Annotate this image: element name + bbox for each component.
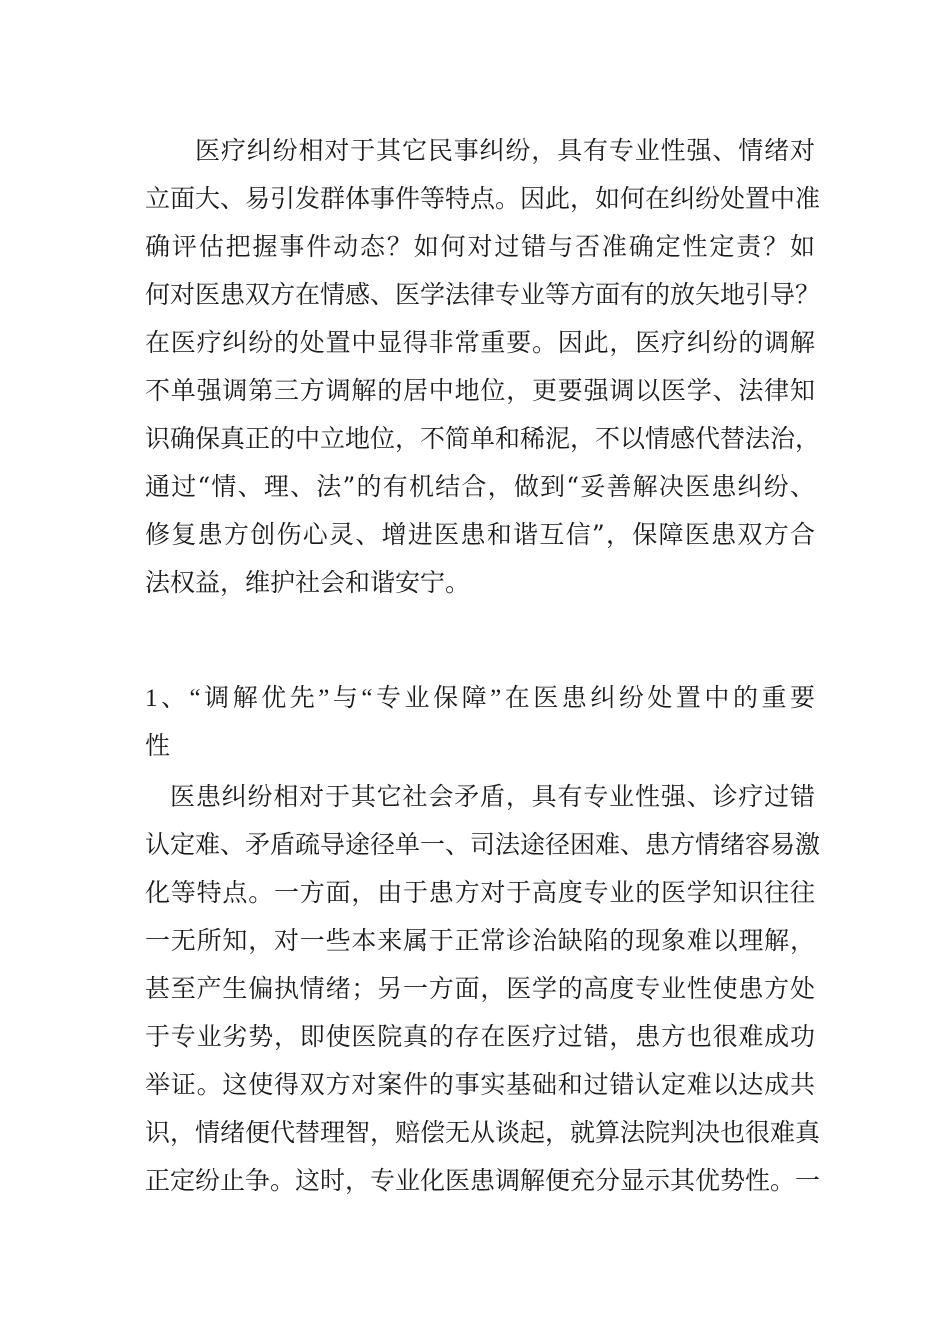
paragraph-line: 识确保真正的中立地位，不简单和稀泥，不以情感代替法治， xyxy=(145,424,821,453)
paragraph-line: 通过“情、理、法”的有机结合，做到“妥善解决医患纠纷、 xyxy=(145,472,815,501)
paragraph-line: 识，情绪便代替理智，赔偿无从谈起，就算法院判决也很难真 xyxy=(145,1118,821,1147)
paragraph-line: 举证。这使得双方对案件的事实基础和过错认定难以达成共 xyxy=(145,1070,815,1099)
paragraph-line: 正定纷止争。这时，专业化医患调解便充分显示其优势性。一 xyxy=(145,1166,821,1195)
paragraph-line: 不单强调第三方调解的居中地位，更要强调以医学、法律知 xyxy=(145,376,815,405)
heading-line: 1、“调解优先”与“专业保障”在医患纠纷处置中的重要 xyxy=(145,685,815,712)
paragraph-line: 甚至产生偏执情绪；另一方面，医学的高度专业性使患方处 xyxy=(145,974,815,1003)
paragraph-line: 化等特点。一方面，由于患方对于高度专业的医学知识往往 xyxy=(145,878,815,907)
paragraph-line: 认定难、矛盾疏导途径单一、司法途径困难、患方情绪容易激 xyxy=(145,830,821,859)
paragraph-line: 修复患方创伤心灵、增进医患和谐互信”，保障医患双方合 xyxy=(145,520,815,549)
paragraph-line: 医疗纠纷相对于其它民事纠纷，具有专业性强、情绪对 xyxy=(195,136,815,165)
heading-line: 性 xyxy=(145,733,171,760)
paragraph-line: 一无所知，对一些本来属于正常诊治缺陷的现象难以理解， xyxy=(145,926,815,955)
paragraph-line: 医患纠纷相对于其它社会矛盾，具有专业性强、诊疗过错 xyxy=(170,782,815,811)
paragraph-line: 法权益，维护社会和谐安宁。 xyxy=(145,568,471,597)
paragraph-line: 在医疗纠纷的处置中显得非常重要。因此，医疗纠纷的调解 xyxy=(145,328,815,357)
paragraph-line: 确评估把握事件动态？如何对过错与否准确定性定责？如 xyxy=(145,232,815,261)
paragraph-line: 立面大、易引发群体事件等特点。因此，如何在纠纷处置中准 xyxy=(145,184,821,213)
paragraph-line: 何对医患双方在情感、医学法律专业等方面有的放矢地引导？ xyxy=(145,280,821,309)
paragraph-line: 于专业劣势，即使医院真的存在医疗过错，患方也很难成功 xyxy=(145,1022,815,1051)
